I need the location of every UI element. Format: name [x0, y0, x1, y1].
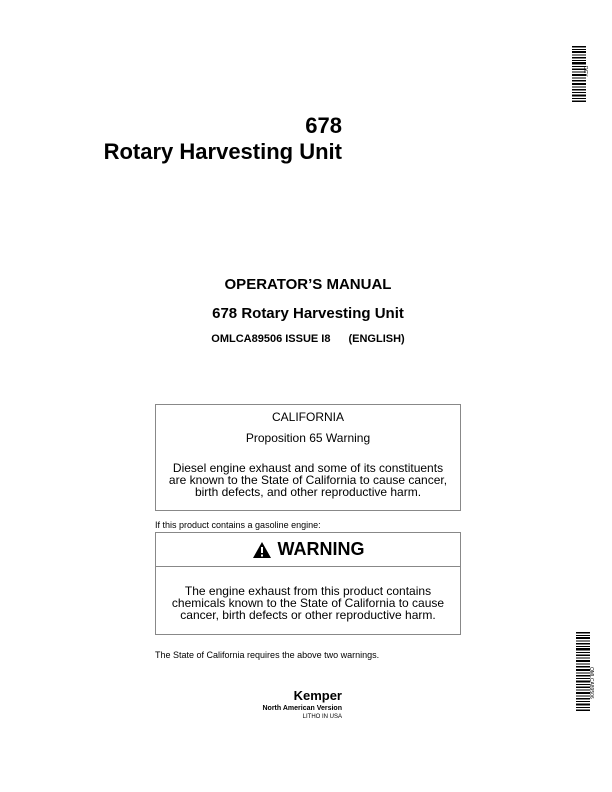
- version-label: North American Version: [262, 705, 342, 712]
- publication-line: [155, 332, 461, 346]
- diesel-warning-text: Diesel engine exhaust and some of its constituents are known to the State of California to cause cancer, birth defects, and other reproductive harm.: [168, 461, 448, 499]
- warning-header: [156, 533, 460, 567]
- warning-label: WARNING: [277, 539, 365, 559]
- publication-code: OMLCA89506 ISSUE I8: [211, 333, 331, 345]
- manual-subtitle: 678 Rotary Harvesting Unit: [212, 305, 404, 322]
- california-requirement-note: The State of California requires the above two warnings.: [155, 650, 380, 660]
- model-number: 678: [305, 113, 342, 138]
- footer-block: [263, 688, 343, 721]
- prop65-subtitle: Proposition 65 Warning: [245, 431, 371, 445]
- warning-triangle-icon: [252, 541, 272, 559]
- product-name: Rotary Harvesting Unit: [103, 139, 342, 164]
- california-prop65-box: [155, 404, 461, 511]
- california-title: CALIFORNIA: [271, 410, 344, 424]
- gasoline-engine-note: If this product contains a gasoline engine:: [155, 520, 321, 530]
- manual-info: [155, 276, 461, 346]
- cover-title-block: [104, 113, 342, 165]
- litho-label: LITHO IN USA: [302, 714, 342, 720]
- gasoline-warning-box: [155, 532, 461, 635]
- language-label: (ENGLISH): [348, 333, 405, 345]
- barcode-bottom-code: OMLCA89506: [588, 667, 594, 699]
- barcode-top-code: DCY: [582, 66, 588, 77]
- brand-name: Kemper: [293, 688, 342, 703]
- manual-heading: OPERATOR’S MANUAL: [224, 276, 392, 293]
- gasoline-warning-text: The engine exhaust from this product contains chemicals known to the State of California to cause cancer, birth defects or other reproductive harm.: [171, 584, 445, 622]
